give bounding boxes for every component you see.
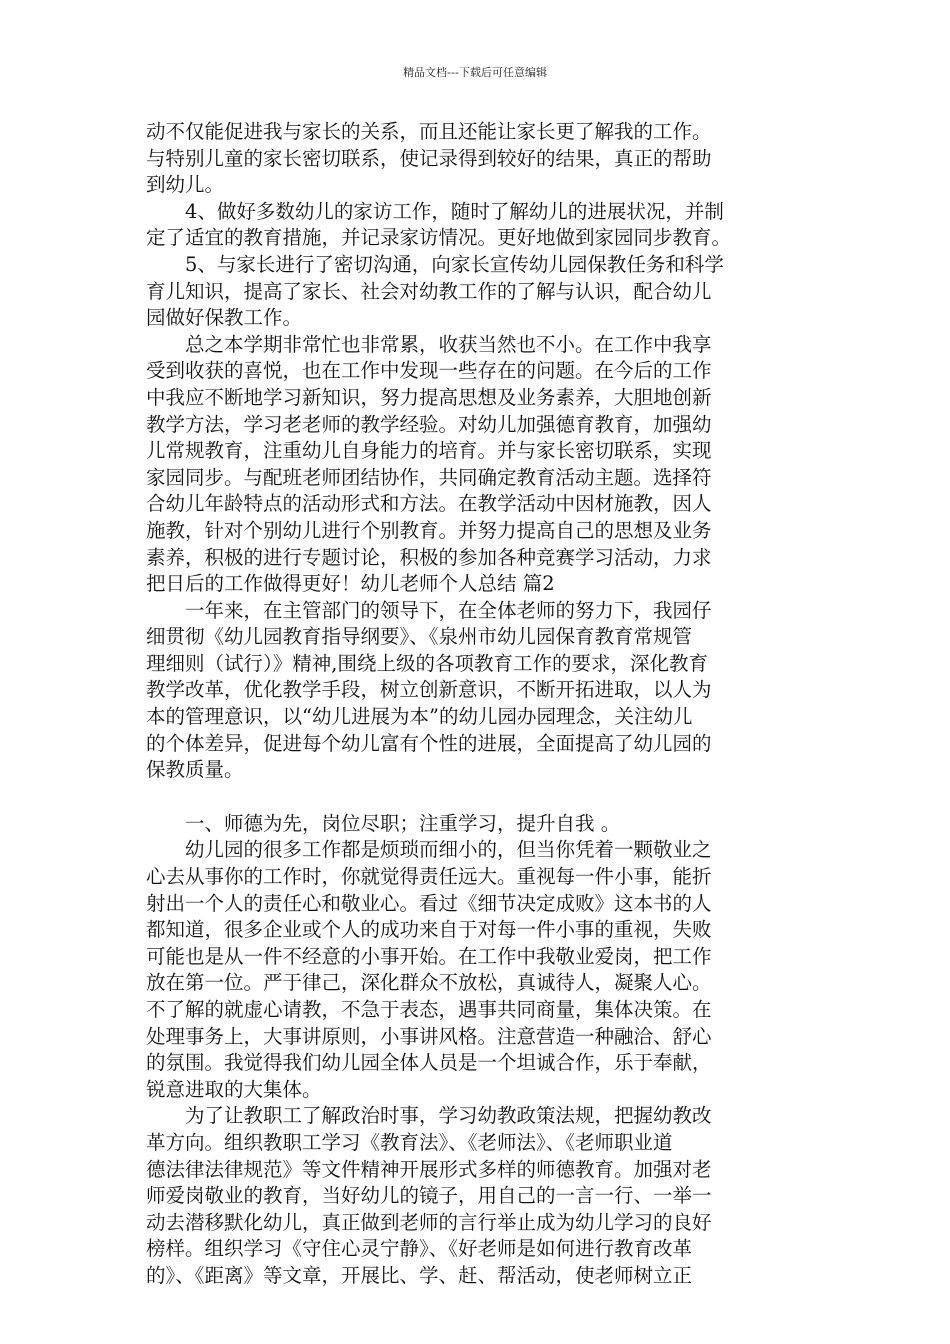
text-line: 教学改革，优化教学手段，树立创新意识，不断开拓进取，以人为 [146, 678, 712, 702]
text-line: 合幼儿年龄特点的活动形式和方法。在教学活动中因材施教，因人 [146, 492, 712, 516]
text-line: 榜样。组织学习《守住心灵宁静》、《好老师是如何进行教育改革 [146, 1237, 693, 1261]
text-line: 处理事务上，大事讲原则，小事讲风格。注意营造一种融洽、舒心 [146, 1024, 712, 1048]
text-line: 心去从事你的工作时，你就觉得责任远大。重视每一件小事，能折 [146, 865, 712, 889]
text-line: 不了解的就虚心请教，不急于表态，遇事共同商量，集体决策。在 [146, 998, 712, 1021]
page-header: 精品文档---下载后可任意编辑 [403, 66, 547, 79]
text-line: 的个体差异，促进每个幼儿富有个性的进展，全面提高了幼儿园的 [146, 731, 712, 755]
text-line: 射出一个人的责任心和敬业心。看过《细节决定成败》这本书的人 [146, 891, 712, 915]
paragraph-start: 4、做好多数幼儿的家访工作，随时了解幼儿的进展状况，并制 [185, 199, 724, 223]
text-line: 家园同步。与配班老师团结协作，共同确定教育活动主题。选择符 [146, 465, 712, 489]
text-line: 动去潜移默化幼儿，真正做到老师的言行举止成为幼儿学习的良好 [146, 1210, 712, 1234]
paragraph-start: 5、与家长进行了密切沟通，向家长宣传幼儿园保教任务和科学 [185, 252, 724, 276]
text-line: 本的管理意识，以“幼儿进展为本”的幼儿园办园理念，关注幼儿 [146, 705, 693, 729]
text-line: 受到收获的喜悦，也在工作中发现一些存在的问题。在今后的工作 [146, 359, 712, 383]
text-line: 细贯彻《幼儿园教育指导纲要》、《泉州市幼儿园保育教育常规管 [146, 625, 693, 649]
paragraph-start: 总之本学期非常忙也非常累，收获当然也不小。在工作中我享 [185, 332, 712, 356]
paragraph-start: 为了让教职工了解政治时事，学习幼教政策法规，把握幼教改 [185, 1104, 712, 1128]
text-line: 到幼儿。 [146, 173, 225, 197]
text-line: 的氛围。我觉得我们幼儿园全体人员是一个坦诚合作，乐于奉献， [146, 1051, 712, 1075]
paragraph-start: 幼儿园的很多工作都是烦琐而细小的，但当你凭着一颗敬业之 [185, 838, 712, 862]
blank-line [146, 784, 808, 811]
text-line: 师爱岗敬业的教育，当好幼儿的镜子，用自己的一言一行、一举一 [146, 1184, 712, 1208]
text-line: 都知道，很多企业或个人的成功来自于对每一件小事的重视，失败 [146, 918, 712, 942]
document-body [146, 119, 808, 1290]
text-line: 革方向。组织教职工学习《教育法》、《老师法》、《老师职业道 [146, 1130, 673, 1154]
text-line: 施教，针对个别幼儿进行个别教育。并努力提高自己的思想及业务 [146, 518, 712, 542]
text-line: 与特别儿童的家长密切联系，使记录得到较好的结果，真正的帮助 [146, 146, 712, 170]
text-line: 把日后的工作做得更好！幼儿老师个人总结 篇2 [146, 572, 555, 596]
text-line: 保教质量。 [146, 758, 244, 782]
text-line: 育儿知识，提高了家长、社会对幼教工作的了解与认识，配合幼儿 [146, 279, 712, 303]
text-line: 儿常规教育，注重幼儿自身能力的培育。并与家长密切联系，实现 [146, 439, 712, 463]
text-line: 放在第一位。严于律己，深化群众不放松，真诚待人，凝聚人心。 [146, 971, 712, 995]
text-line: 锐意进取的大集体。 [146, 1077, 322, 1101]
text-line: 可能也是从一件不经意的小事开始。在工作中我敬业爱岗，把工作 [146, 944, 712, 968]
text-line: 理细则（试行）》精神,围绕上级的各项教育工作的要求，深化教育 [146, 651, 708, 675]
text-line: 园做好保教工作。 [146, 306, 303, 330]
text-line: 德法律法律规范》等文件精神开展形式多样的师德教育。加强对老 [146, 1157, 712, 1181]
text-line: 中我应不断地学习新知识，努力提高思想及业务素养，大胆地创新 [146, 385, 712, 409]
text-line: 动不仅能促进我与家长的关系，而且还能让家长更了解我的工作。 [146, 120, 712, 143]
text-line: 教学方法，学习老老师的教学经验。对幼儿加强德育教育，加强幼 [146, 412, 712, 436]
paragraph-start: 一年来，在主管部门的领导下，在全体老师的努力下，我园仔 [185, 598, 712, 622]
text-line: 的》、《距离》等文章，开展比、学、赶、帮活动，使老师树立正 [146, 1263, 693, 1287]
text-line: 素养，积极的进行专题讨论，积极的参加各种竞赛学习活动，力求 [146, 545, 712, 569]
section-heading: 一、师德为先，岗位尽职；注重学习，提升自我 。 [185, 811, 621, 835]
text-line: 定了适宜的教育措施，并记录家访情况。更好地做到家园同步教育。 [146, 226, 732, 250]
